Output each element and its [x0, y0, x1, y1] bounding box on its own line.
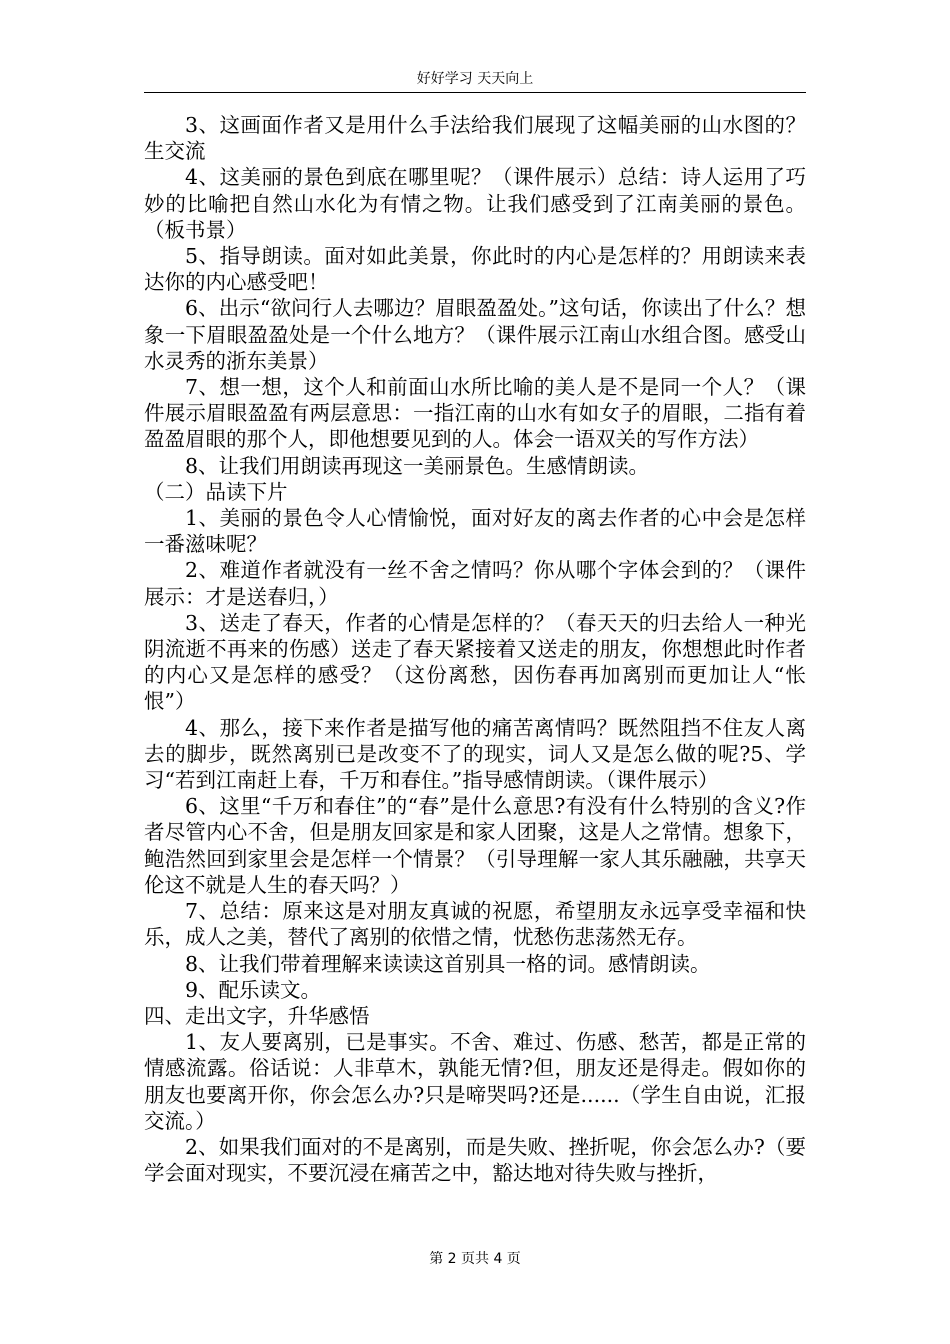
paragraph: 1、美丽的景色令人心情愉悦，面对好友的离去作者的心中会是怎样一番滋味呢？	[144, 506, 806, 557]
paragraph: 8、让我们带着理解来读读这首别具一格的词。感情朗读。	[185, 951, 711, 976]
paragraph: 4、这美丽的景色到底在哪里呢？（课件展示）总结：诗人运用了巧妙的比喻把自然山水化为有情之物。让我们感受到了江南美丽的景色。（板书景）	[144, 165, 806, 242]
paragraph: 1、友人要离别，已是事实。不舍、难过、伤感、愁苦，都是正常的情感流露。俗话说：人非草木，孰能无情?但，朋友还是得走。假如你的朋友也要离开你，你会怎么办?只是啼哭吗?还是......（学生自由说，汇报交流。）	[144, 1030, 806, 1133]
paragraph: 6、出示“欲问行人去哪边？眉眼盈盈处。”这句话，你读出了什么？想象一下眉眼盈盈处是一个什么地方？（课件展示江南山水组合图。感受山水灵秀的浙东美景）	[144, 296, 806, 373]
paragraph: 2、难道作者就没有一丝不舍之情吗？你从哪个字体会到的？（课件展示：才是送春归，）	[144, 558, 806, 609]
page-header: 好好学习 天天向上	[416, 71, 534, 87]
paragraph: 4、那么，接下来作者是描写他的痛苦离情吗？既然阻挡不住友人离去的脚步，既然离别已是改变不了的现实，词人又是怎么做的呢?5、学习“若到江南赶上春，千万和春住。”指导感情朗读。（课件展示）	[144, 715, 806, 793]
paragraph: 7、想一想，这个人和前面山水所比喻的美人是不是同一个人？（课件展示眉眼盈盈有两层意思：一指江南的山水有如女子的眉眼，二指有着盈盈眉眼的那个人，即他想要见到的人。体会一语双关的写作方法）	[144, 375, 806, 452]
page-footer: 第 2 页共 4 页	[429, 1251, 521, 1267]
document-body	[144, 112, 806, 1186]
paragraph: （二）品读下片	[144, 479, 288, 504]
paragraph: 8、让我们用朗读再现这一美丽景色。生感情朗读。	[185, 453, 650, 478]
paragraph: 9、配乐读文。	[185, 977, 322, 1002]
paragraph: 6、这里“千万和春住”的“春”是什么意思?有没有什么特别的含义?作者尽管内心不舍，但是朋友回家是和家人团聚，这是人之常情。想象下，鲍浩然回到家里会是怎样一个情景？（引导理解一家人其乐融融，共享天伦这不就是人生的春天吗？）	[144, 794, 806, 897]
paragraph: 7、总结：原来这是对朋友真诚的祝愿，希望朋友永远享受幸福和快乐，成人之美，替代了离别的依惜之情，忧愁伤悲荡然无存。	[144, 899, 806, 950]
paragraph: 5、指导朗读。面对如此美景，你此时的内心是怎样的？用朗读来表达你的内心感受吧！	[144, 244, 806, 295]
paragraph: 3、送走了春天，作者的心情是怎样的？（春天天的归去给人一种光阴流逝不再来的伤感）送走了春天紧接着又送走的朋友，你想想此时作者的内心又是怎样的感受？（这份离愁，因伤春再加离别而更加让人“怅恨”）	[144, 610, 806, 714]
paragraph: 2、如果我们面对的不是离别，而是失败、挫折呢，你会怎么办?（要学会面对现实，不要沉浸在痛苦之中，豁达地对待失败与挫折，	[144, 1134, 806, 1186]
paragraph: 3、这画面作者又是用什么手法给我们展现了这幅美丽的山水图的？生交流	[144, 113, 806, 164]
header-rule	[144, 92, 806, 93]
paragraph: 四、走出文字，升华感悟	[144, 1003, 370, 1028]
